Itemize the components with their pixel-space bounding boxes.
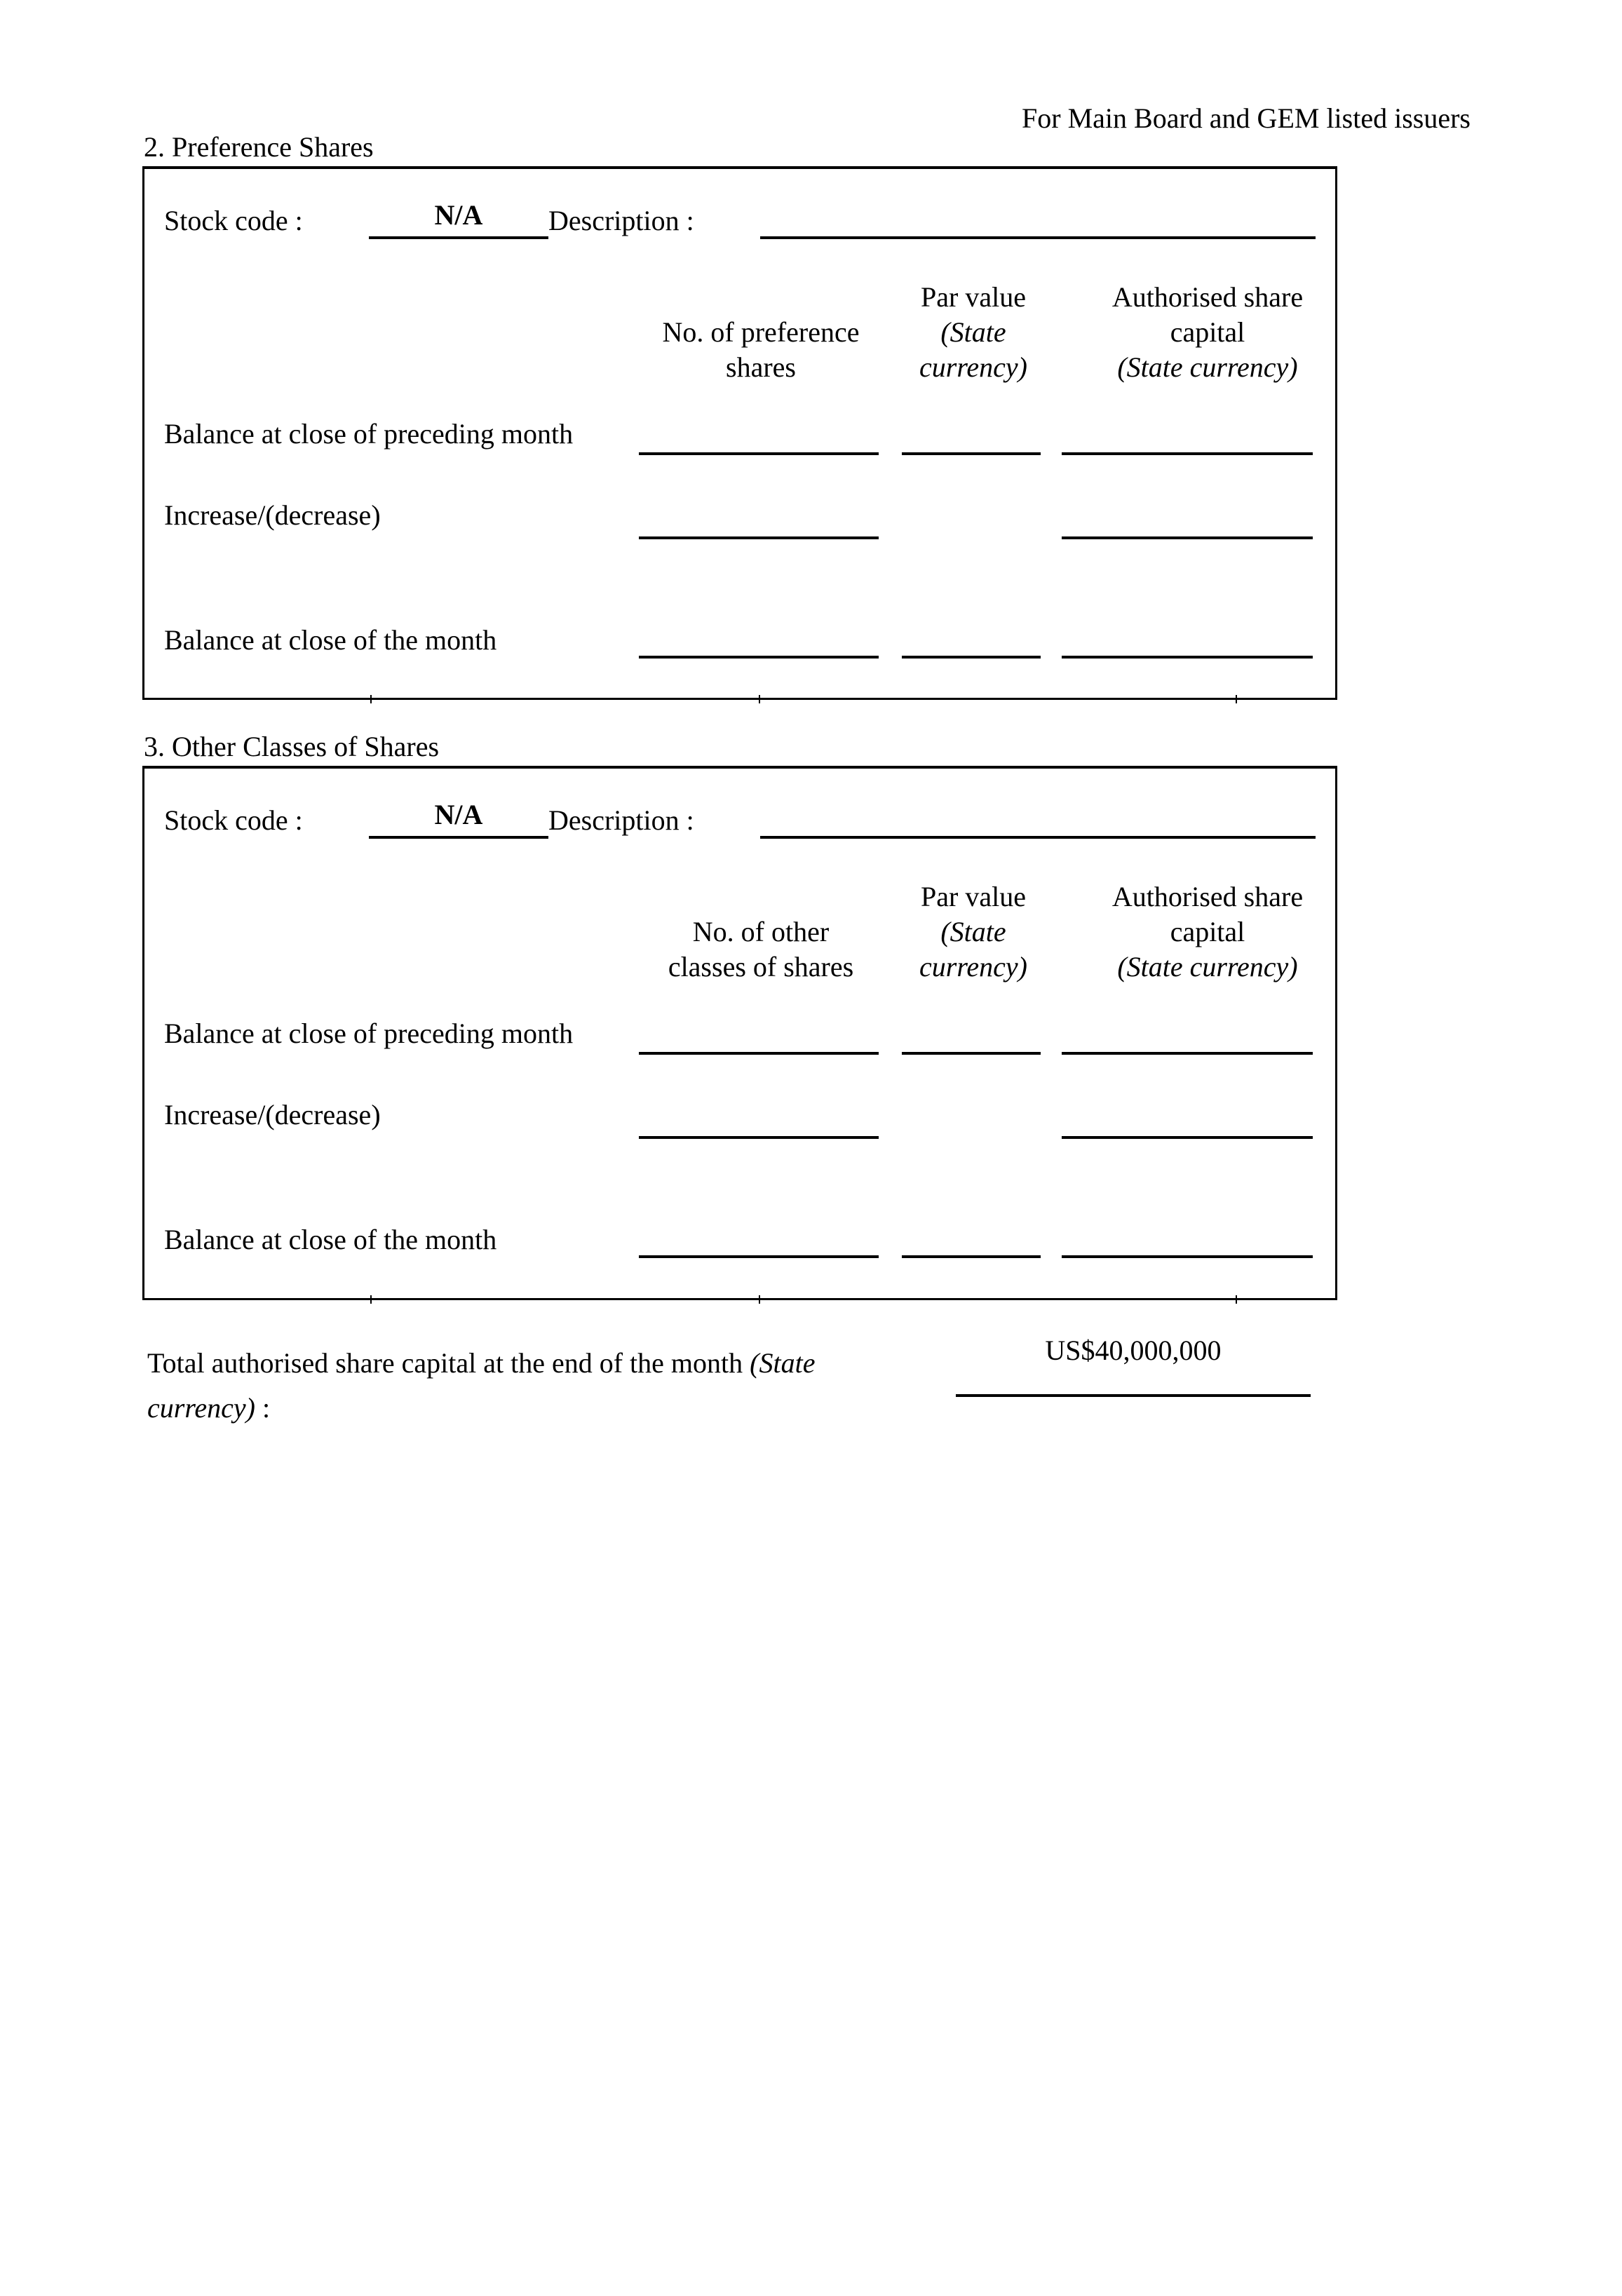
stock-code-field[interactable]: N/A — [369, 798, 548, 839]
closing-par-value-field[interactable] — [902, 1226, 1041, 1258]
border-tick — [370, 1295, 372, 1304]
preceding-par-value-field[interactable] — [902, 423, 1041, 455]
border-tick — [370, 695, 372, 703]
closing-authorised-capital-field[interactable] — [1062, 626, 1313, 659]
description-field[interactable] — [760, 798, 1316, 839]
header-note: For Main Board and GEM listed issuers — [1022, 102, 1471, 134]
stock-code-label: Stock code : — [164, 205, 303, 236]
stock-code-label: Stock code : — [164, 804, 303, 836]
closing-authorised-capital-field[interactable] — [1062, 1226, 1313, 1258]
row-label-closing-balance: Balance at close of the month — [164, 624, 497, 656]
description-label: Description : — [548, 804, 694, 836]
col-header-shares: No. of preference shares — [662, 316, 860, 383]
preceding-authorised-capital-field[interactable] — [1062, 1022, 1313, 1055]
total-authorised-capital-label: Total authorised share capital at the end of the month (State currency) : — [147, 1347, 816, 1424]
increase-shares-field[interactable] — [639, 507, 879, 539]
col-header-par-value: Par value (State currency) — [919, 881, 1027, 982]
col-header-authorised-capital: Authorised share capital (State currency) — [1111, 281, 1304, 383]
row-label-increase-decrease: Increase/(decrease) — [164, 1099, 381, 1130]
border-tick — [759, 1295, 760, 1304]
increase-authorised-capital-field[interactable] — [1062, 1107, 1313, 1139]
preceding-par-value-field[interactable] — [902, 1022, 1041, 1055]
col-header-par-value: Par value (State currency) — [919, 281, 1027, 383]
row-label-closing-balance: Balance at close of the month — [164, 1224, 497, 1255]
increase-authorised-capital-field[interactable] — [1062, 507, 1313, 539]
total-authorised-capital-field[interactable]: US$40,000,000 — [956, 1332, 1311, 1397]
stock-code-field[interactable]: N/A — [369, 198, 548, 239]
section-3-heading: 3. Other Classes of Shares — [144, 731, 440, 762]
description-field[interactable] — [760, 198, 1316, 239]
section-2-heading: 2. Preference Shares — [144, 131, 374, 163]
closing-shares-field[interactable] — [639, 1226, 879, 1258]
preference-shares-panel — [142, 166, 1337, 700]
row-label-preceding-balance: Balance at close of preceding month — [164, 418, 574, 450]
preceding-shares-field[interactable] — [639, 423, 879, 455]
col-header-authorised-capital: Authorised share capital (State currency) — [1111, 881, 1304, 982]
col-header-shares: No. of other classes of shares — [668, 916, 854, 982]
description-label: Description : — [548, 205, 694, 236]
row-label-increase-decrease: Increase/(decrease) — [164, 499, 381, 531]
row-label-preceding-balance: Balance at close of preceding month — [164, 1018, 574, 1049]
preceding-shares-field[interactable] — [639, 1022, 879, 1055]
closing-par-value-field[interactable] — [902, 626, 1041, 659]
closing-shares-field[interactable] — [639, 626, 879, 659]
other-classes-shares-panel — [142, 766, 1337, 1300]
preceding-authorised-capital-field[interactable] — [1062, 423, 1313, 455]
increase-shares-field[interactable] — [639, 1107, 879, 1139]
border-tick — [1236, 1295, 1237, 1304]
border-tick — [1236, 695, 1237, 703]
border-tick — [759, 695, 760, 703]
